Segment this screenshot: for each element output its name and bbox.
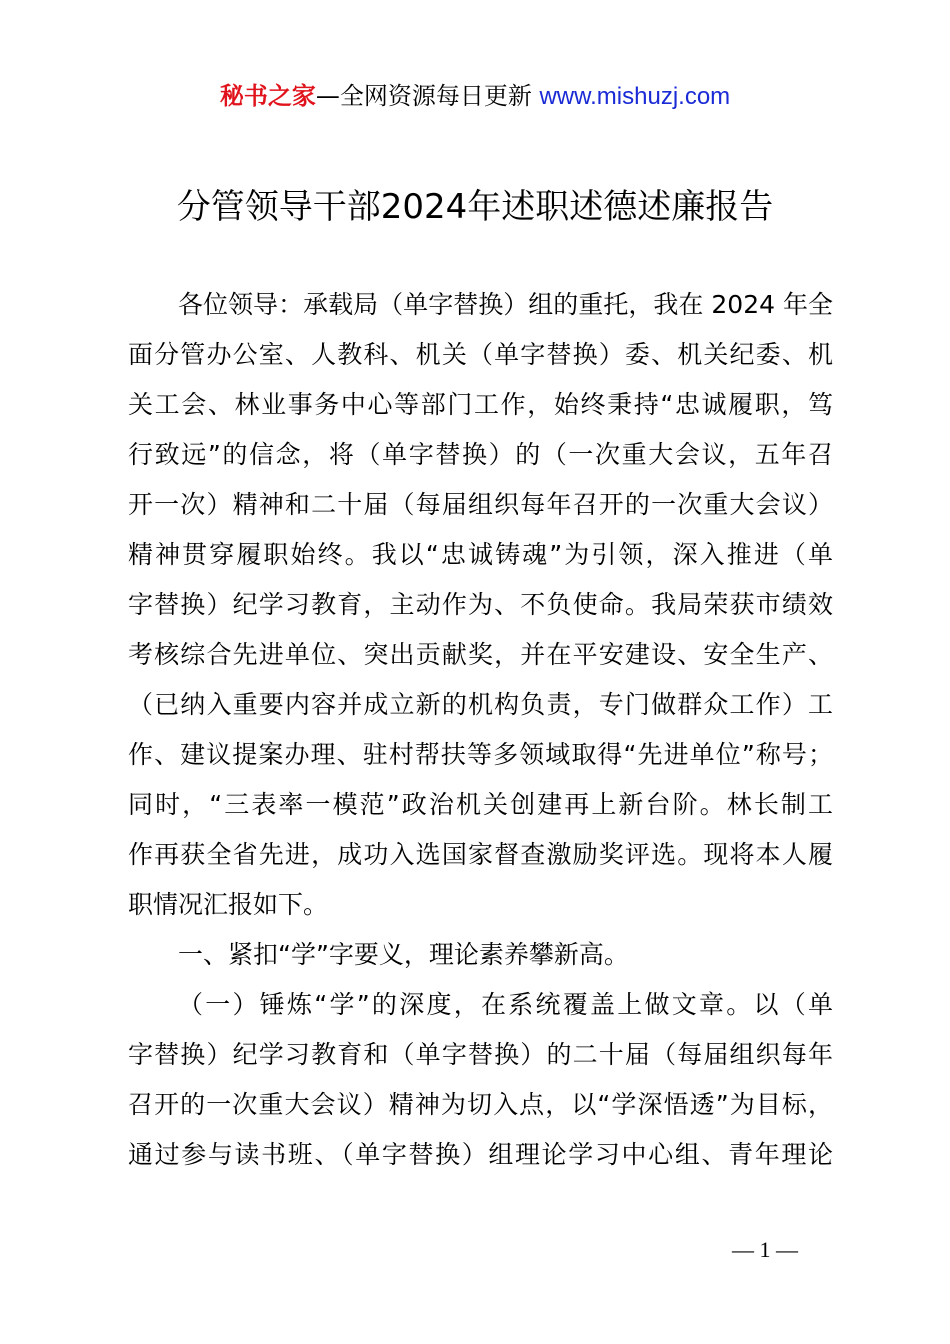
- body-line: 精神贯穿履职始终。我以“忠诚铸魂”为引领，深入推进（单: [128, 540, 833, 569]
- body-line: 通过参与读书班、（单字替换）组理论学习中心组、青年理论: [128, 1140, 833, 1169]
- section-heading: 一、紧扣“学”字要义，理论素养攀新高。: [178, 940, 629, 969]
- body-line: 开一次）精神和二十届（每届组织每年召开的一次重大会议）: [128, 490, 833, 519]
- body-line: 职情况汇报如下。: [128, 890, 329, 919]
- document-title: 分管领导干部2024年述职述德述廉报告: [176, 187, 774, 227]
- site-header: [0, 80, 950, 113]
- body-line: 考核综合先进单位、突出贡献奖，并在平安建设、安全生产、: [128, 640, 833, 669]
- body-line: 字替换）纪学习教育和（单字替换）的二十届（每届组织每年: [128, 1040, 833, 1069]
- page-number: — 1 —: [732, 1237, 798, 1262]
- body-line: 作再获全省先进，成功入选国家督查激励奖评选。现将本人履: [128, 840, 833, 869]
- body-line: 各位领导：承载局（单字替换）组的重托，我在 2024 年全: [178, 290, 833, 319]
- body-line: 字替换）纪学习教育，主动作为、不负使命。我局荣获市绩效: [128, 590, 833, 619]
- page-footer: [0, 1235, 950, 1265]
- subsection-line: （一）锤炼“学”的深度，在系统覆盖上做文章。以（单: [178, 990, 833, 1019]
- body-line: 行致远”的信念，将（单字替换）的（一次重大会议，五年召: [128, 440, 833, 469]
- site-brand: 秘书之家: [219, 82, 316, 110]
- body-line: 同时，“三表率一模范”政治机关创建再上新台阶。林长制工: [128, 790, 833, 819]
- site-url-link[interactable]: www.mishuzj.com: [539, 83, 731, 110]
- body-line: 面分管办公室、人教科、机关（单字替换）委、机关纪委、机: [128, 340, 833, 369]
- site-tagline: —全网资源每日更新: [315, 82, 540, 110]
- body-line: 召开的一次重大会议）精神为切入点，以“学深悟透”为目标，: [128, 1090, 833, 1119]
- body-line: 作、建议提案办理、驻村帮扶等多领域取得“先进单位”称号；: [128, 740, 833, 769]
- document-body: [128, 280, 833, 1180]
- body-line: （已纳入重要内容并成立新的机构负责，专门做群众工作）工: [128, 690, 833, 719]
- body-line: 关工会、林业事务中心等部门工作，始终秉持“忠诚履职，笃: [128, 390, 833, 419]
